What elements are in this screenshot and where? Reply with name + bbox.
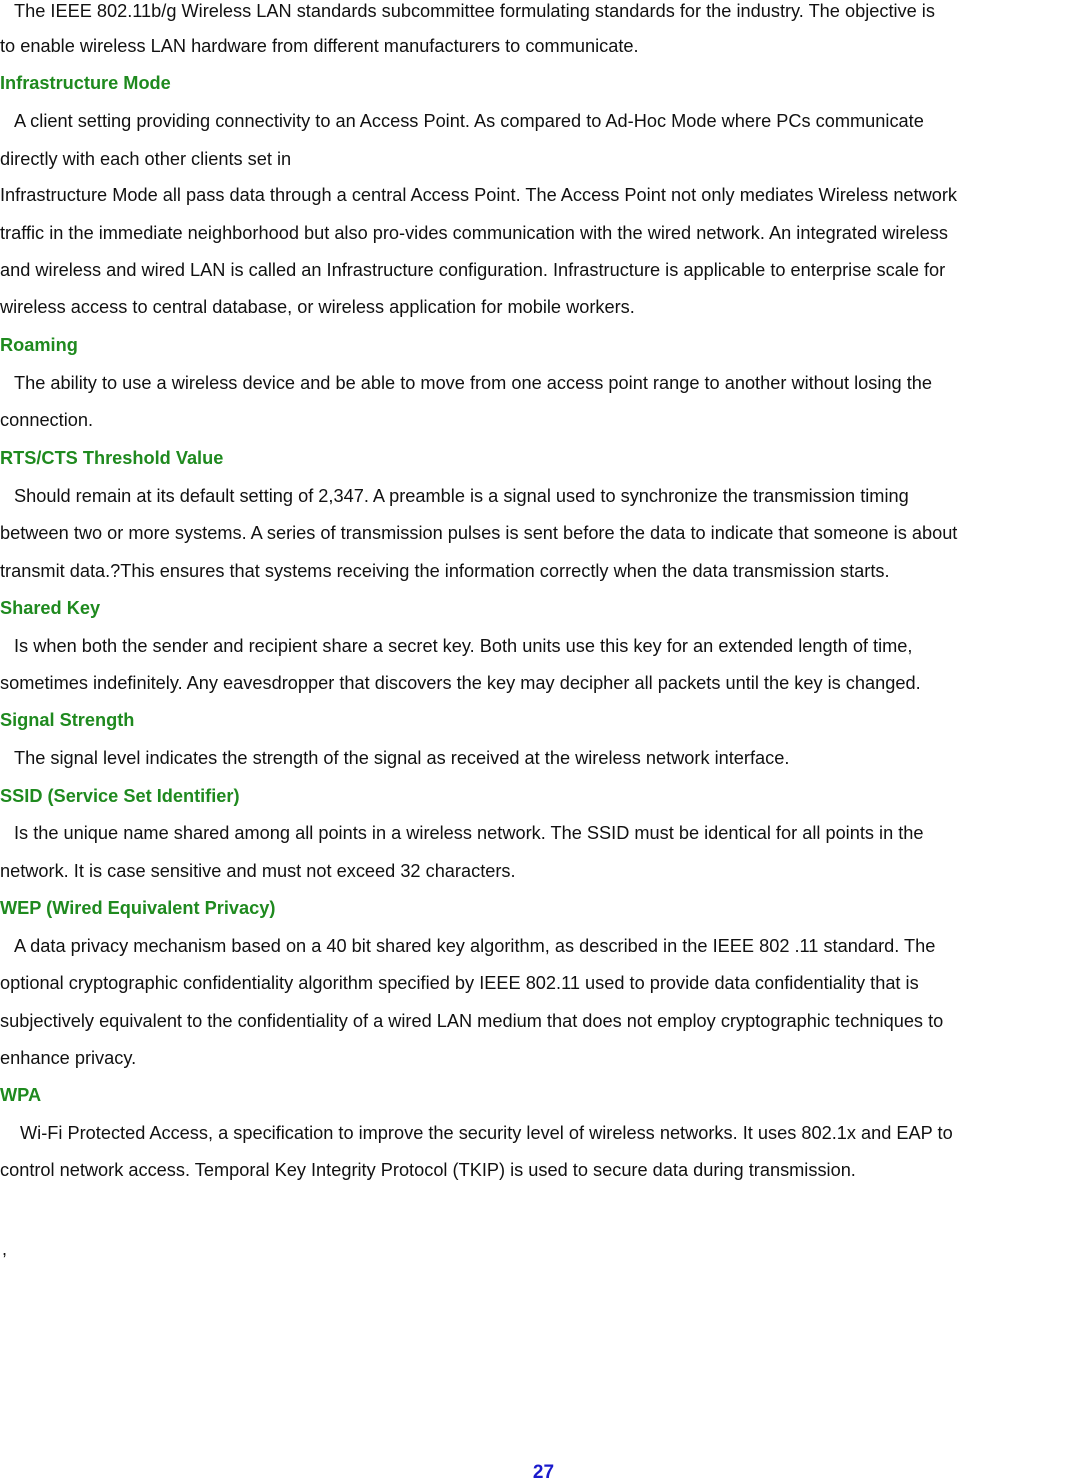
definition-line: directly with each other clients set in	[0, 149, 292, 169]
term-heading: Roaming	[0, 335, 78, 355]
definition-line: optional cryptographic confidentiality algorithm specified by IEEE 802.11 used to provide data confidentiality that is	[0, 973, 919, 993]
definition-line: Wi-Fi Protected Access, a specification to improve the security level of wireless networks. It uses 802.1x and EAP to	[20, 1123, 953, 1143]
definition-line: enhance privacy.	[0, 1048, 137, 1068]
definition-line: traffic in the immediate neighborhood but also pro-vides communication with the wired network. An integrated wireless	[0, 223, 948, 243]
definition-line: A client setting providing connectivity to an Access Point. As compared to Ad-Hoc Mode where PCs communicate	[14, 111, 924, 131]
definition-line: The ability to use a wireless device and be able to move from one access point range to another without losing the	[14, 373, 932, 393]
intro-line: The IEEE 802.11b/g Wireless LAN standards subcommittee formulating standards for the industry. The objective is	[14, 1, 935, 21]
term-heading: SSID (Service Set Identifier)	[0, 786, 240, 806]
definition-line: wireless access to central database, or wireless application for mobile workers.	[0, 297, 635, 317]
definition-line: Is the unique name shared among all points in a wireless network. The SSID must be identical for all points in the	[14, 823, 924, 843]
term-heading: Infrastructure Mode	[0, 73, 171, 93]
definition-line: subjectively equivalent to the confidentiality of a wired LAN medium that does not employ cryptographic techniques to	[0, 1011, 944, 1031]
page-number: 27	[532, 1462, 555, 1483]
definition-line: The signal level indicates the strength of the signal as received at the wireless network interface.	[14, 748, 790, 768]
term-heading: RTS/CTS Threshold Value	[0, 448, 224, 468]
definition-line: network. It is case sensitive and must not exceed 32 characters.	[0, 861, 516, 881]
definition-line: Is when both the sender and recipient share a secret key. Both units use this key for an extended length of time,	[14, 636, 913, 656]
definition-line: transmit data.?This ensures that systems receiving the information correctly when the data transmission starts.	[0, 561, 890, 581]
term-heading: Shared Key	[0, 598, 101, 618]
term-heading: WEP (Wired Equivalent Privacy)	[0, 898, 276, 918]
term-heading: Signal Strength	[0, 710, 135, 730]
definition-line: sometimes indefinitely. Any eavesdropper that discovers the key may decipher all packets until the key is changed.	[0, 673, 921, 693]
definition-line: control network access. Temporal Key Integrity Protocol (TKIP) is used to secure data during transmission.	[0, 1160, 856, 1180]
definition-line: A data privacy mechanism based on a 40 bit shared key algorithm, as described in the IEEE 802 .11 standard. The	[14, 936, 936, 956]
definition-line: connection.	[0, 410, 94, 430]
definition-line: Should remain at its default setting of 2,347. A preamble is a signal used to synchronize the transmission timing	[14, 486, 909, 506]
definition-line: and wireless and wired LAN is called an Infrastructure configuration. Infrastructure is applicable to enterprise scale for	[0, 260, 946, 280]
intro-line: to enable wireless LAN hardware from different manufacturers to communicate.	[0, 36, 639, 56]
term-heading: WPA	[0, 1085, 42, 1105]
definition-line: Infrastructure Mode all pass data through a central Access Point. The Access Point not only mediates Wireless network	[0, 185, 958, 205]
stray-mark: ,	[2, 1239, 8, 1259]
definition-line: between two or more systems. A series of transmission pulses is sent before the data to indicate that someone is about	[0, 523, 958, 543]
